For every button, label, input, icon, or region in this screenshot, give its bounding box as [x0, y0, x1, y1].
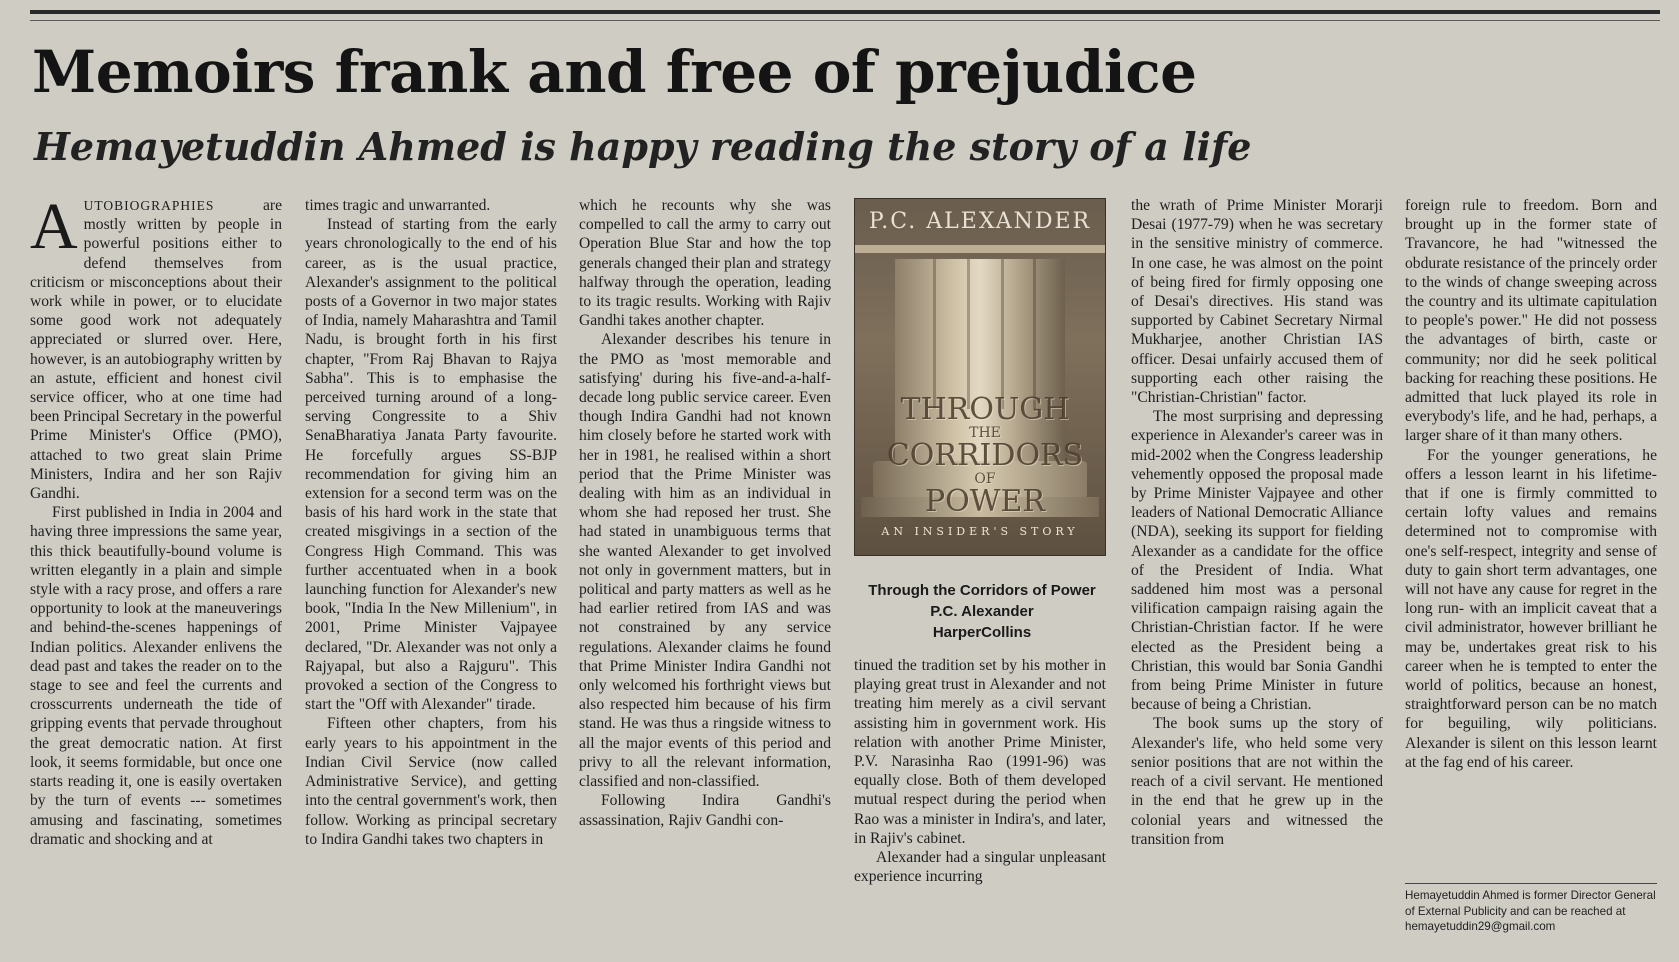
- pillar-flute: [1033, 259, 1036, 409]
- top-thin-rule: [30, 20, 1660, 21]
- paragraph: times tragic and unwarranted.: [305, 197, 491, 214]
- article-column-6: [1405, 196, 1657, 872]
- paragraph: First published in India in 2004 and having three impressions the same year, this thick beautifully-bound volume is written elegantly in a plain and simple style with a racy prose, and offers a rare opportunity to look at the maneuverings and behind-the-scenes happenings of Indian politics. Alexander enlivens the dead past and takes the reader on to the stage to see and feel the currents and crosscurrents underneath the tide of gripping events that pervade throughout the great democratic nation. At first look, it seems formidable, but once one starts reading it, one is easily overtaken by the turn of events --- sometimes amusing and fascinating, sometimes dramatic and shocking and at: [30, 504, 282, 848]
- book-cover-image: [854, 198, 1106, 556]
- article-column-3: [579, 196, 831, 948]
- paragraph: For the younger generations, he offers a lesson learnt in his lifetime- that if one is firmly committed to certain lofty values and remains determined not to compromise with one's self-respect, integrity and sense of duty to gain short term advantages, one will not have any cause for regret in the long run- with an implicit caveat that a civil administrator, however brilliant he may be, undertakes great risk to his career when he is tempted to enter the world of politics, because an honest, straightforward person can be no match for beguiling, wily politicians. Alexander is silent on this lesson learnt at the fag end of his career.: [1405, 446, 1657, 771]
- cover-title-line: THE: [969, 425, 1001, 441]
- paragraph: Fifteen other chapters, from his early years to his appointment in the Indian Civil Service (now called Administrative Service), and getting into the central government's work, then follow. Working as principal secretary to Indira Gandhi takes two chapters in: [305, 715, 557, 848]
- cover-title-line: OF: [974, 471, 996, 487]
- caption-title: Through the Corridors of Power: [868, 582, 1096, 599]
- paragraph: [30, 196, 282, 503]
- headline: Memoirs frank and free of prejudice: [32, 38, 1197, 106]
- paragraph: Alexander describes his tenure in the PMO as 'most memorable and satisfying' during his five-and-a-half-decade long public service career. Even though Indira Gandhi had not known him closely before he started work with her in 1981, he realised within a short period that the Prime Minister was dealing with him as an individual in whom she had reposed her trust. She had stated in unambiguous terms that she wanted Alexander to get involved not only in government matters, but in political and party matters as well as he had earlier retired from IAS and was not constrained by any service regulations. Alexander claims he found that Prime Minister Indira Gandhi not only welcomed his forthright views but also respected him because of his firm stand. He was thus a ringside witness to all the major events of this period and privy to all the relevant information, classified and non-classified.: [579, 331, 831, 791]
- cover-title-line: CORRIDORS: [886, 438, 1084, 473]
- lead-caps: UTOBIOGRAPHIES: [83, 198, 215, 213]
- cover-author: P.C. ALEXANDER: [868, 209, 1092, 234]
- pillar-flute: [1001, 259, 1004, 409]
- pillar-flute: [933, 259, 936, 409]
- paragraph: Alexander had a singular unpleasant experience incurring: [854, 849, 1106, 886]
- cover-title-line: THROUGH: [900, 392, 1070, 427]
- article-column-5: [1131, 196, 1383, 948]
- subheadline-byline: Hemayetuddin Ahmed is happy reading the story of a life: [34, 124, 1252, 169]
- top-rule: [30, 10, 1660, 14]
- paragraph-text: are mostly written by people in powerful positions either to defend themselves from criticism or misconceptions about their work while in power, or to elucidate some good work not adequately appreciated or slurred over. Here, however, is an autobiography written by an astute, efficient and honest civil service officer, who at one time had been Principal Secretary in the powerful Prime Minister's Office (PMO), attached to two great slain Prime Ministers, Indira and her son Rajiv Gandhi.: [30, 197, 282, 503]
- cover-title: [875, 392, 1095, 519]
- article-column-4: [854, 656, 1106, 948]
- cover-title-line: POWER: [924, 484, 1046, 519]
- article-column-2: [305, 196, 557, 948]
- cover-capital: [855, 245, 1105, 253]
- paragraph: Instead of starting from the early years chronologically to the end of his career, as is the usual practice, Alexander's assignment to the political posts of a Governor in two major states of India, namely Maharashtra and Tamil Nadu, is brought forth in his first chapter, "From Raj Bhavan to Rajya Sabha". This is to emphasise the perceived turning around of a long-serving Congressite to a Shiv SenaBharatiya Janata Party favourite. He forcefully argues SS-BJP recommendation for giving him an extension for a second term was on the basis of his hard work in the state that created misgivings in a section of the Congress High Command. This was further accentuated when in a book launching function for Alexander's new book, "India In the New Millenium", in 2001, Prime Minister Vajpayee declared, "Dr. Alexander was not only a Rajyapal, but also a Rajguru". This provoked a section of the Congress to start the "Off with Alexander" tirade.: [305, 216, 557, 714]
- cover-tagline: AN INSIDER'S STORY: [881, 525, 1079, 538]
- drop-cap: A: [30, 196, 78, 263]
- author-bio: Hemayetuddin Ahmed is former Director General of External Publicity and can be reached at hemayetuddin29@gmail.com: [1405, 889, 1656, 934]
- paragraph: The most surprising and depressing experience in Alexander's career was in mid-2002 when the Congress leadership vehemently opposed the proposal made by Prime Minister Vajpayee and other leaders of National Democratic Alliance (NDA), seeking its support for fielding Alexander as a candidate for the office of the President of India. What saddened him most was a personal vilification campaign raising again the Christian-Christian factor. If he were elected as the President being a Christian, this would bar Sonia Gandhi from being Prime Minister in future because of being a Christian.: [1131, 408, 1383, 714]
- paragraph: Following Indira Gandhi's assassination, Rajiv Gandhi con-: [579, 792, 831, 829]
- book-caption: [854, 580, 1110, 643]
- caption-author: P.C. Alexander: [930, 603, 1034, 620]
- paragraph: tinued the tradition set by his mother in playing great trust in Alexander and not treating him merely as a civil servant assisting him in government work. His relation with another Prime Minister, P.V. Narasinha Rao (1991-96) was equally close. Both of them developed mutual respect during the period when Rao was a minister in Indira's, and later, in Rajiv's cabinet.: [854, 657, 1106, 847]
- article-column-1: [30, 196, 282, 948]
- pillar-flute: [967, 259, 970, 409]
- paragraph: the wrath of Prime Minister Morarji Desai (1977-79) when he was secretary in the sensitive ministry of commerce. In one case, he was almost on the point of being fired for firmly opposing one of Desai's directives. His stand was supported by Cabinet Secretary Nirmal Mukharjee, another Christian IAS officer. Desai unfairly accused them of supporting each other raising the "Christian-Christian" factor.: [1131, 197, 1383, 407]
- paragraph: The book sums up the story of Alexander's life, who held some very senior positions that are not within the reach of a civil servant. He mentioned in the end that he grew up in the colonial years and witnessed the transition from: [1131, 715, 1383, 848]
- paragraph: foreign rule to freedom. Born and brought up in the former state of Travancore, he had "witnessed the obdurate resistance of the princely order to the winds of change sweeping across the country and its ultimate capitulation to people's power." He did not possess the advantages of birth, caste or community; nor did he seek political backing for reaching these positions. He admitted that luck played its role in everybody's life, and he had, perhaps, a larger share of it than many others.: [1405, 197, 1657, 445]
- caption-publisher: HarperCollins: [932, 624, 1032, 641]
- bio-divider: [1405, 883, 1657, 884]
- paragraph: which he recounts why she was compelled to call the army to carry out Operation Blue Star and how the top generals changed their plan and strategy halfway through the operation, leading to its tragic results. Working with Rajiv Gandhi takes another chapter.: [579, 197, 831, 330]
